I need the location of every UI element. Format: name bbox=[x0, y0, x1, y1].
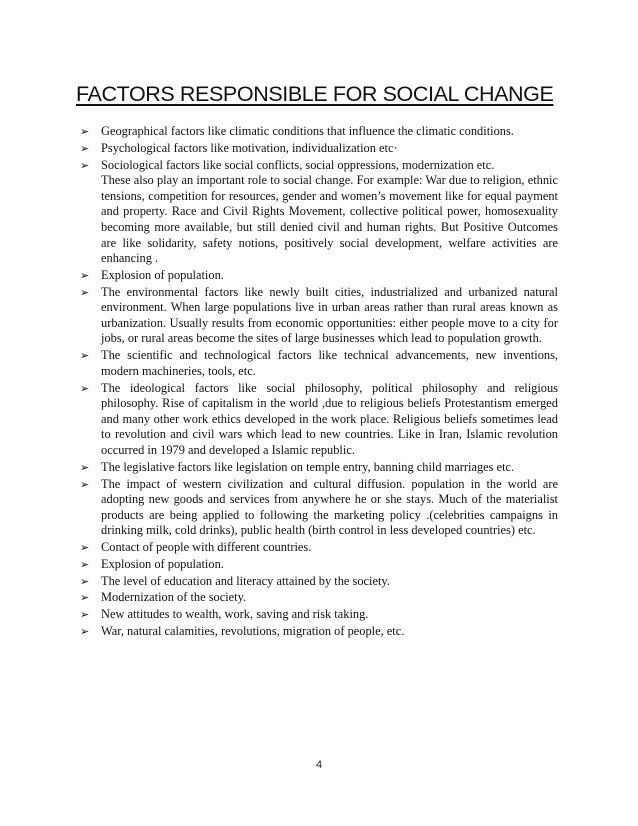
list-item bbox=[80, 124, 558, 140]
arrow-bullet-icon: ➢ bbox=[80, 608, 90, 622]
list-item bbox=[80, 557, 558, 573]
list-item bbox=[80, 590, 558, 606]
arrow-bullet-icon: ➢ bbox=[80, 141, 90, 155]
list-item bbox=[80, 540, 558, 556]
list-item-text: Geographical factors like climatic conditions that influence the climatic conditions. bbox=[101, 124, 514, 138]
list-item bbox=[80, 285, 558, 347]
arrow-bullet-icon: ➢ bbox=[80, 268, 90, 282]
list-item-text: Contact of people with different countries. bbox=[101, 540, 312, 555]
list-item bbox=[80, 381, 558, 459]
list-item-text: Explosion of population. bbox=[101, 556, 224, 571]
list-item-text: The ideological factors like social philosophy, political philosophy and religious philosophy. Rise of capitalism in the world ,due to religious beliefs Protestantism emerged and many other work ethics developed in the work place. Religious beliefs sometimes lead to revolution and civil wars which lead to new countries. Like in Iran, Islamic revolution occurred in 1979 and developed a Islamic republic. bbox=[101, 380, 558, 457]
list-item-text: The level of education and literacy attained by the society. bbox=[101, 573, 390, 588]
arrow-bullet-icon: ➢ bbox=[80, 125, 90, 138]
list-item-text: The legislative factors like legislation on temple entry, banning child marriages etc. bbox=[101, 459, 515, 474]
list-item bbox=[80, 624, 558, 640]
list-item-text: The impact of western civilization and cultural diffusion. population in the world are adopting new goods and services from anywhere he or she stays. Much of the materialist products are being applied to following the marketing policy .(celebrities campaigns in drinking milk, cold drinks), public health (birth control in less developed countries) etc. bbox=[101, 476, 558, 538]
page-number: 4 bbox=[315, 759, 323, 771]
list-item-text: Sociological factors like social conflicts, social oppressions, modernization etc. bbox=[101, 157, 495, 172]
list-item-text: Explosion of population. bbox=[101, 267, 224, 282]
arrow-bullet-icon: ➢ bbox=[80, 541, 90, 555]
factor-list bbox=[80, 124, 558, 641]
arrow-bullet-icon: ➢ bbox=[80, 158, 90, 172]
list-item bbox=[80, 158, 558, 267]
list-item-text: Modernization of the society. bbox=[101, 590, 247, 605]
arrow-bullet-icon: ➢ bbox=[80, 460, 90, 474]
list-item-text: Psychological factors like motivation, individualization etc· bbox=[101, 140, 398, 155]
list-item bbox=[80, 460, 558, 476]
list-item-text: The environmental factors like newly built cities, industrialized and urbanized natural environment. When large populations live in urban areas rather than rural areas known as urbanization. Usually results from economic opportunities: either people move to a city for jobs, or rural areas become the sites of large businesses which lead to population growth. bbox=[101, 284, 558, 346]
list-item-text: War, natural calamities, revolutions, migration of people, etc. bbox=[101, 624, 405, 639]
list-item-text: The scientific and technological factors like technical advancements, new inventions, modern machineries, tools, etc. bbox=[101, 348, 558, 378]
list-item bbox=[80, 574, 558, 590]
list-item bbox=[80, 607, 558, 623]
list-item-text: New attitudes to wealth, work, saving and risk taking. bbox=[101, 607, 369, 622]
arrow-bullet-icon: ➢ bbox=[80, 349, 90, 363]
list-item bbox=[80, 141, 558, 157]
arrow-bullet-icon: ➢ bbox=[80, 591, 90, 605]
arrow-bullet-icon: ➢ bbox=[80, 477, 90, 491]
list-item-paragraph: These also play an important role to social change. For example: War due to religion, ethnic tensions, competition for resources, gender and women’s movement like for equal payment and property. Race and Civil Rights Movement, collective political power, homosexuality becoming more available, but still denied civil and human rights. But Positive Outcomes are like solidarity, safety notions, positively social development, welfare activities are enhancing . bbox=[101, 173, 558, 266]
arrow-bullet-icon: ➢ bbox=[80, 625, 90, 639]
list-item bbox=[80, 477, 558, 539]
arrow-bullet-icon: ➢ bbox=[80, 574, 90, 588]
list-item bbox=[80, 348, 558, 379]
page-title: FACTORS RESPONSIBLE FOR SOCIAL CHANGE bbox=[76, 82, 554, 106]
arrow-bullet-icon: ➢ bbox=[80, 557, 90, 571]
arrow-bullet-icon: ➢ bbox=[80, 285, 90, 299]
list-item bbox=[80, 268, 558, 284]
arrow-bullet-icon: ➢ bbox=[80, 381, 90, 395]
